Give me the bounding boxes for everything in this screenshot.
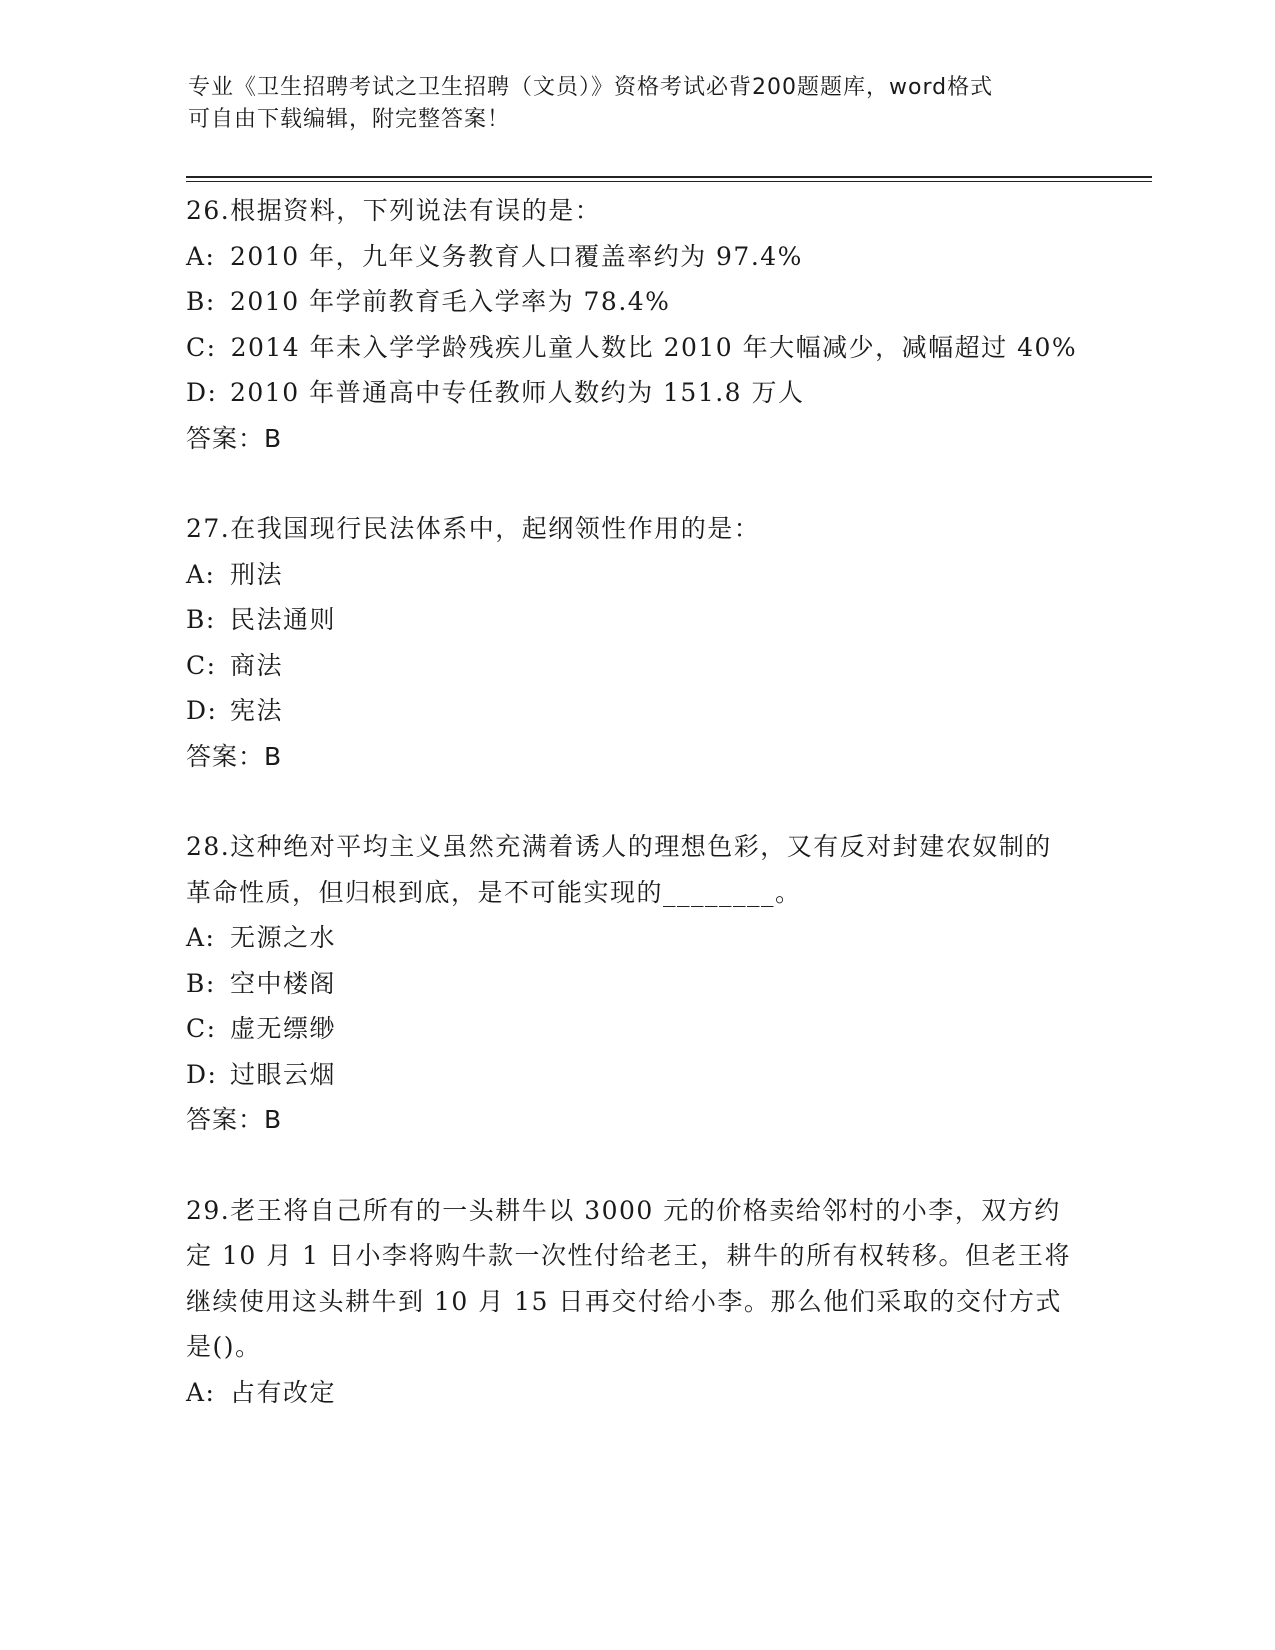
header-title-line-1: 专业《卫生招聘考试之卫生招聘（文员）》资格考试必背200题题库，word格式 [188, 75, 994, 100]
option-text: 占有改定 [230, 1377, 337, 1407]
option-d [186, 1052, 1086, 1098]
answer-line: 答案：B [186, 741, 283, 771]
option-a [186, 915, 1086, 961]
answer-line: 答案：B [186, 1105, 283, 1134]
question-28 [186, 824, 1086, 1143]
question-29 [186, 1188, 1086, 1416]
option-label: A: [186, 559, 216, 589]
question-stem: 26.根据资料，下列说法有误的是： [186, 196, 602, 225]
option-text: 2010 年普通高中专任教师人数约为 151.8 万人 [230, 378, 805, 407]
option-label: D: [186, 1059, 218, 1089]
option-text: 2010 年，九年义务教育人口覆盖率约为 97.4% [230, 241, 803, 271]
answer-line: 答案：B [186, 423, 283, 453]
option-label: C: [186, 332, 217, 362]
option-d [186, 688, 1086, 734]
option-c [186, 325, 1086, 371]
option-b [186, 597, 1086, 643]
option-label: A: [186, 241, 216, 271]
question-stem: 29.老王将自己所有的一头耕牛以 3000 元的价格卖给邻村的小李，双方约定 10 月 1 日小李将购牛款一次性付给老王，耕牛的所有权转移。但老王将继续使用这头耕牛到 10 月 15 日再交付给小李。那么他们采取的交付方式是()。 [186, 1195, 1072, 1361]
option-a [186, 1370, 1086, 1416]
option-text: 过眼云烟 [230, 1059, 337, 1089]
option-text: 民法通则 [230, 605, 337, 634]
option-label: D: [186, 696, 218, 725]
option-a [186, 552, 1086, 598]
option-text: 刑法 [230, 559, 284, 589]
option-text: 空中楼阁 [230, 968, 337, 998]
option-label: A: [186, 1377, 216, 1407]
option-b [186, 961, 1086, 1007]
document-header [188, 72, 1088, 136]
option-text: 2014 年未入学学龄残疾儿童人数比 2010 年大幅减少，减幅超过 40% [230, 332, 1078, 362]
question-stem: 27.在我国现行民法体系中，起纲领性作用的是： [186, 514, 761, 543]
option-text: 宪法 [230, 696, 284, 725]
header-title-line-2: 可自由下载编辑，附完整答案！ [188, 107, 511, 132]
header-divider [186, 176, 1152, 182]
option-label: C: [186, 1014, 217, 1043]
option-label: B: [186, 968, 216, 998]
question-list [186, 188, 1086, 1460]
option-label: C: [186, 650, 217, 680]
question-stem: 28.这种绝对平均主义虽然充满着诱人的理想色彩，又有反对封建农奴制的革命性质，但归根到底，是不可能实现的________。 [186, 832, 1052, 907]
option-text: 2010 年学前教育毛入学率为 78.4% [230, 287, 671, 316]
option-label: A: [186, 923, 216, 952]
option-a [186, 234, 1086, 280]
option-label: B: [186, 605, 216, 634]
option-text: 虚无缥缈 [230, 1014, 337, 1043]
question-27 [186, 506, 1086, 779]
option-b [186, 279, 1086, 325]
option-text: 商法 [230, 650, 284, 680]
option-label: B: [186, 287, 216, 316]
option-label: D: [186, 378, 218, 407]
option-text: 无源之水 [230, 923, 337, 952]
option-c [186, 1006, 1086, 1052]
option-d [186, 370, 1086, 416]
option-c [186, 643, 1086, 689]
question-26 [186, 188, 1086, 461]
